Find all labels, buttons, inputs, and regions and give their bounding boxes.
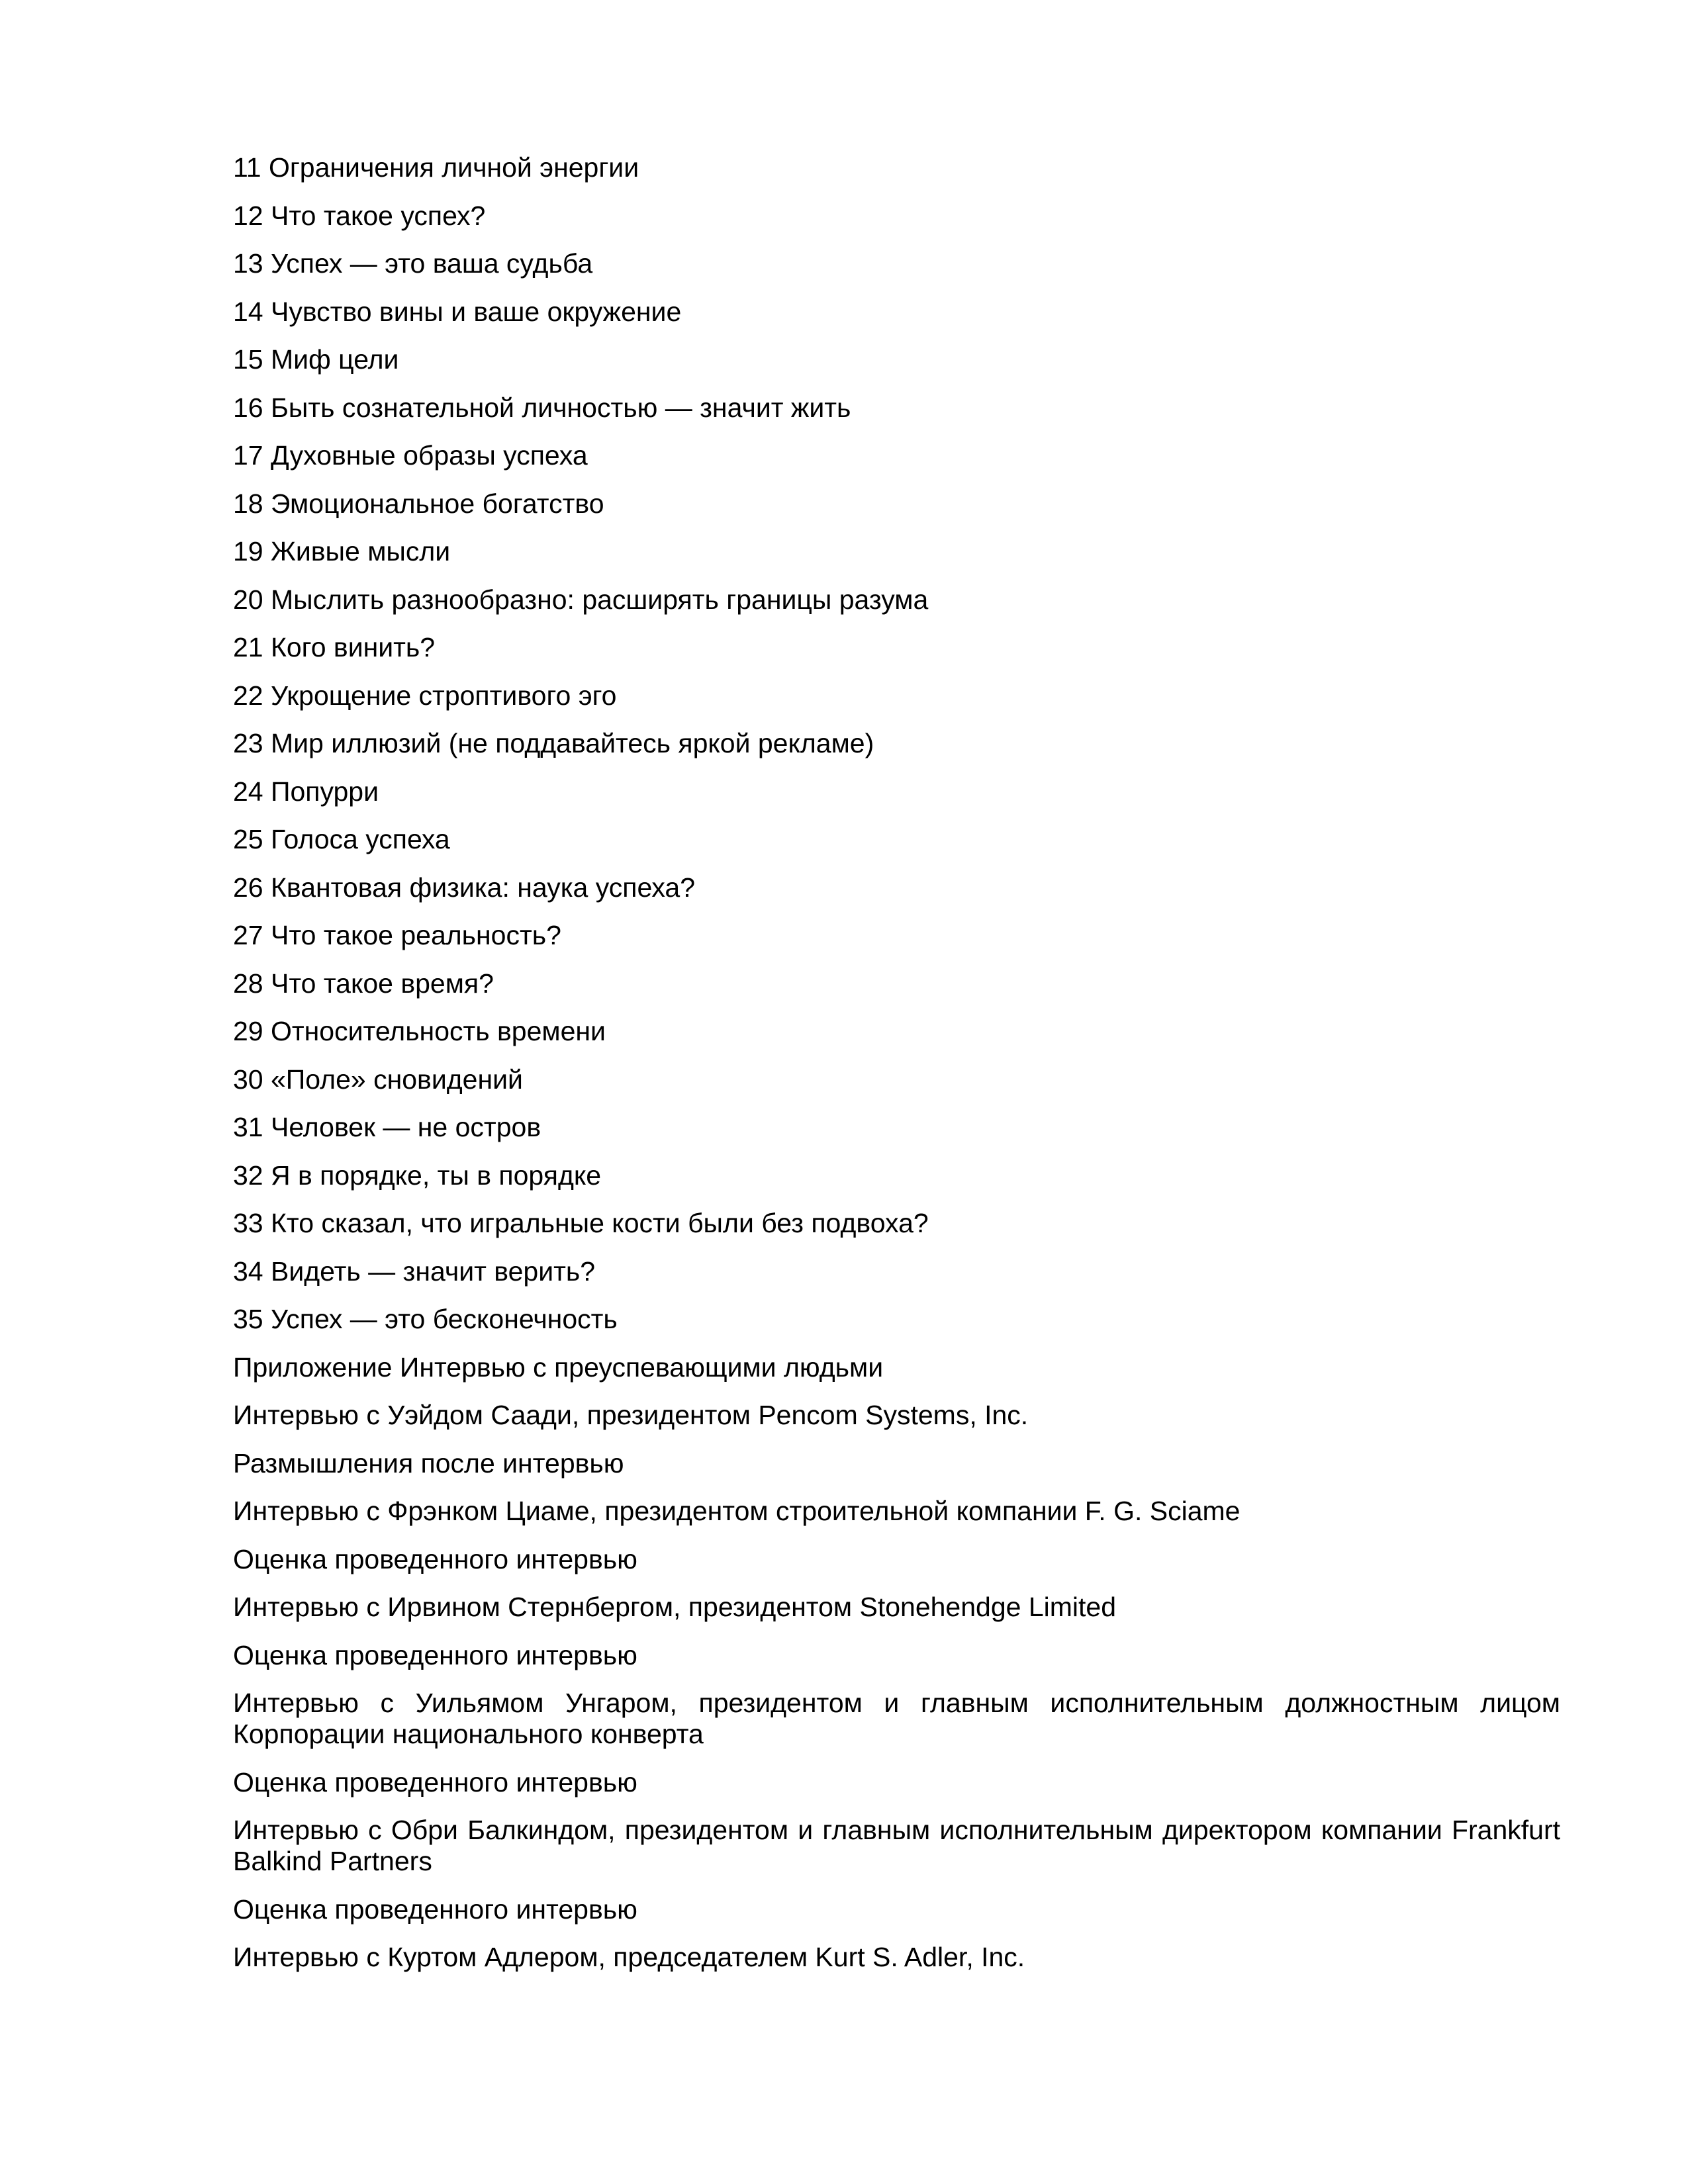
toc-entry-chapter-24: 24 Попурри bbox=[233, 776, 379, 807]
toc-entry-chapter-19: 19 Живые мысли bbox=[233, 536, 451, 567]
toc-entry-chapter-15: 15 Миф цели bbox=[233, 344, 399, 375]
toc-entry-chapter-18: 18 Эмоциональное богатство bbox=[233, 488, 604, 519]
toc-entry-evaluation: Оценка проведенного интервью bbox=[233, 1639, 637, 1670]
toc-entry-evaluation: Оценка проведенного интервью bbox=[233, 1766, 637, 1797]
toc-entry-chapter-26: 26 Квантовая физика: наука успеха? bbox=[233, 872, 696, 903]
toc-entry-interview-adler: Интервью с Куртом Адлером, председателем Kurt S. Adler, Inc. bbox=[233, 1942, 1025, 1972]
toc-entry-chapter-20: 20 Мыслить разнообразно: расширять границы разума bbox=[233, 584, 929, 615]
toc-entry-interview-ungar: Интервью с Уильямом Унгаром, президентом и главным исполнительным должностным лицом Корпорации национального конверта bbox=[233, 1688, 1560, 1749]
toc-entry-evaluation: Оценка проведенного интервью bbox=[233, 1893, 637, 1925]
toc-entry-chapter-22: 22 Укрощение строптивого эго bbox=[233, 680, 617, 711]
toc-entry-reflections: Размышления после интервью bbox=[233, 1447, 624, 1479]
toc-entry-chapter-27: 27 Что такое реальность? bbox=[233, 920, 561, 950]
toc-entry-chapter-14: 14 Чувство вины и ваше окружение bbox=[233, 296, 682, 327]
toc-entry-evaluation: Оценка проведенного интервью bbox=[233, 1543, 637, 1574]
toc-entry-chapter-28: 28 Что такое время? bbox=[233, 968, 494, 999]
toc-entry-interview-sternberg: Интервью с Ирвином Стернбергом, президентом Stonehendge Limited bbox=[233, 1592, 1117, 1622]
toc-entry-chapter-23: 23 Мир иллюзий (не поддавайтесь яркой рекламе) bbox=[233, 728, 874, 758]
toc-entry-chapter-11: 11 Ограничения личной энергии bbox=[233, 152, 639, 183]
toc-entry-chapter-17: 17 Духовные образы успеха bbox=[233, 440, 588, 471]
toc-entry-interview-balkind: Интервью с Обри Балкиндом, президентом и главным исполнительным директором компании Frankfurt Balkind Partners bbox=[233, 1815, 1560, 1876]
toc-entry-chapter-29: 29 Относительность времени bbox=[233, 1016, 606, 1046]
toc-entry-chapter-25: 25 Голоса успеха bbox=[233, 824, 450, 854]
toc-entry-appendix: Приложение Интервью с преуспевающими людьми bbox=[233, 1351, 884, 1383]
toc-entry-chapter-32: 32 Я в порядке, ты в порядке bbox=[233, 1160, 602, 1191]
toc-entry-chapter-30: 30 «Поле» сновидений bbox=[233, 1064, 523, 1095]
toc-entry-chapter-33: 33 Кто сказал, что игральные кости были без подвоха? bbox=[233, 1208, 929, 1238]
toc-entry-chapter-16: 16 Быть сознательной личностью — значит жить bbox=[233, 392, 851, 423]
table-of-contents bbox=[233, 152, 1560, 1990]
toc-entry-chapter-12: 12 Что такое успех? bbox=[233, 200, 486, 231]
toc-entry-chapter-34: 34 Видеть — значит верить? bbox=[233, 1255, 596, 1287]
toc-entry-chapter-13: 13 Успех — это ваша судьба bbox=[233, 248, 593, 279]
toc-entry-interview-sciame: Интервью с Фрэнком Циаме, президентом строительной компании F. G. Sciame bbox=[233, 1496, 1241, 1526]
toc-entry-chapter-31: 31 Человек — не остров bbox=[233, 1112, 541, 1142]
toc-entry-chapter-21: 21 Кого винить? bbox=[233, 632, 436, 662]
toc-entry-interview-saadi: Интервью с Уэйдом Саади, президентом Pencom Systems, Inc. bbox=[233, 1400, 1029, 1430]
toc-entry-chapter-35: 35 Успех — это бесконечность bbox=[233, 1304, 618, 1334]
